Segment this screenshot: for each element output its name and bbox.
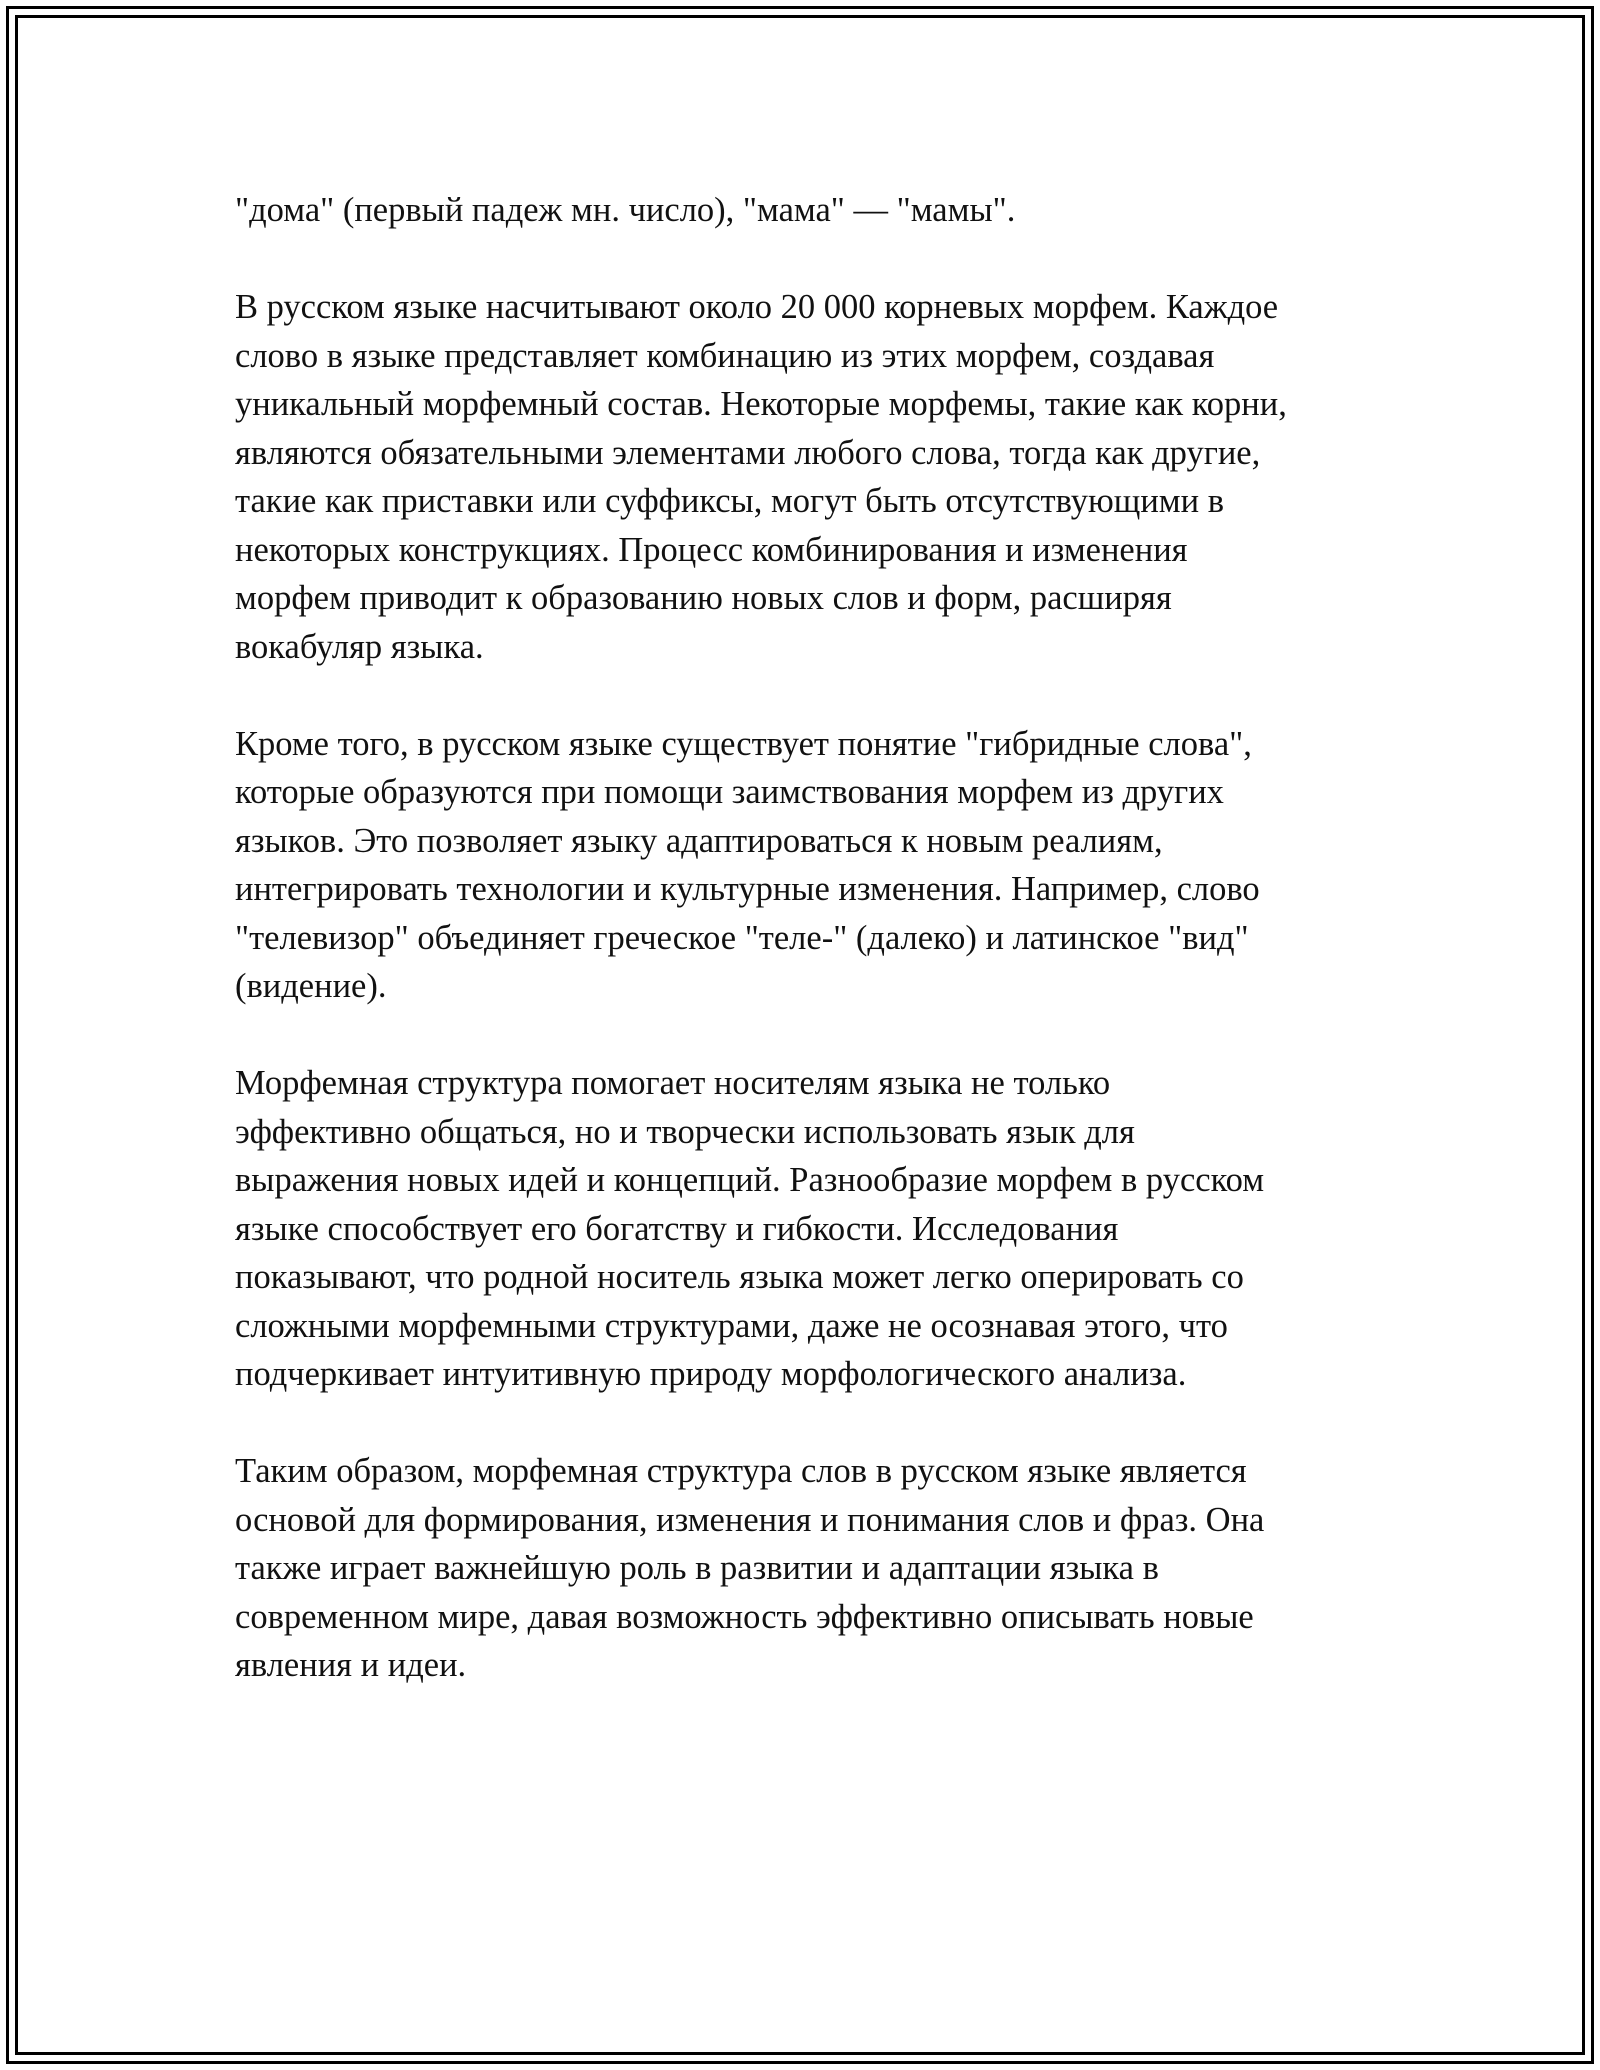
text-line: являются обязательными элементами любого слова, тогда как другие, bbox=[235, 433, 1261, 472]
text-line: эффективно общаться, но и творчески использовать язык для bbox=[235, 1112, 1135, 1151]
paragraph bbox=[235, 1447, 1375, 1690]
text-line: языков. Это позволяет языку адаптироваться к новым реалиям, bbox=[235, 821, 1163, 860]
paragraph bbox=[235, 186, 1375, 235]
text-line: которые образуются при помощи заимствования морфем из других bbox=[235, 773, 1224, 811]
paragraph bbox=[235, 1059, 1375, 1399]
text-line: Таким образом, морфемная структура слов в русском языке является bbox=[235, 1452, 1247, 1490]
document-body bbox=[235, 186, 1375, 1690]
text-line: явления и идеи. bbox=[235, 1646, 467, 1684]
text-line: выражения новых идей и концепций. Разнообразие морфем в русском bbox=[235, 1161, 1265, 1199]
text-line: современном мире, давая возможность эффективно описывать новые bbox=[235, 1597, 1254, 1636]
text-line: подчеркивает интуитивную природу морфологического анализа. bbox=[235, 1355, 1187, 1393]
text-line: показывают, что родной носитель языка может легко оперировать со bbox=[235, 1258, 1244, 1296]
text-line: "дома" (первый падеж мн. число), "мама" — "мамы". bbox=[235, 191, 1016, 229]
paragraph bbox=[235, 283, 1375, 671]
text-line: Кроме того, в русском языке существует понятие "гибридные слова", bbox=[235, 724, 1252, 763]
paragraph bbox=[235, 720, 1375, 1011]
text-line: вокабуляр языка. bbox=[235, 627, 484, 666]
text-line: "телевизор" объединяет греческое "теле-" (далеко) и латинское "вид" bbox=[235, 918, 1249, 957]
text-line: некоторых конструкциях. Процесс комбинирования и изменения bbox=[235, 530, 1188, 569]
text-line: основой для формирования, изменения и понимания слов и фраз. Она bbox=[235, 1500, 1265, 1539]
text-line: уникальный морфемный состав. Некоторые морфемы, такие как корни, bbox=[235, 385, 1287, 423]
text-line: такие как приставки или суффиксы, могут быть отсутствующими в bbox=[235, 482, 1224, 520]
text-line: (видение). bbox=[235, 967, 387, 1005]
text-line: морфем приводит к образованию новых слов и форм, расширяя bbox=[235, 579, 1172, 617]
text-line: слово в языке представляет комбинацию из этих морфем, создавая bbox=[235, 336, 1215, 375]
text-line: В русском языке насчитывают около 20 000 корневых морфем. Каждое bbox=[235, 288, 1279, 326]
text-line: также играет важнейшую роль в развитии и адаптации языка в bbox=[235, 1549, 1159, 1587]
text-line: языке способствует его богатству и гибкости. Исследования bbox=[235, 1209, 1119, 1248]
text-line: Морфемная структура помогает носителям языка не только bbox=[235, 1064, 1111, 1102]
text-line: сложными морфемными структурами, даже не осознавая этого, что bbox=[235, 1306, 1228, 1345]
text-line: интегрировать технологии и культурные изменения. Например, слово bbox=[235, 870, 1260, 908]
